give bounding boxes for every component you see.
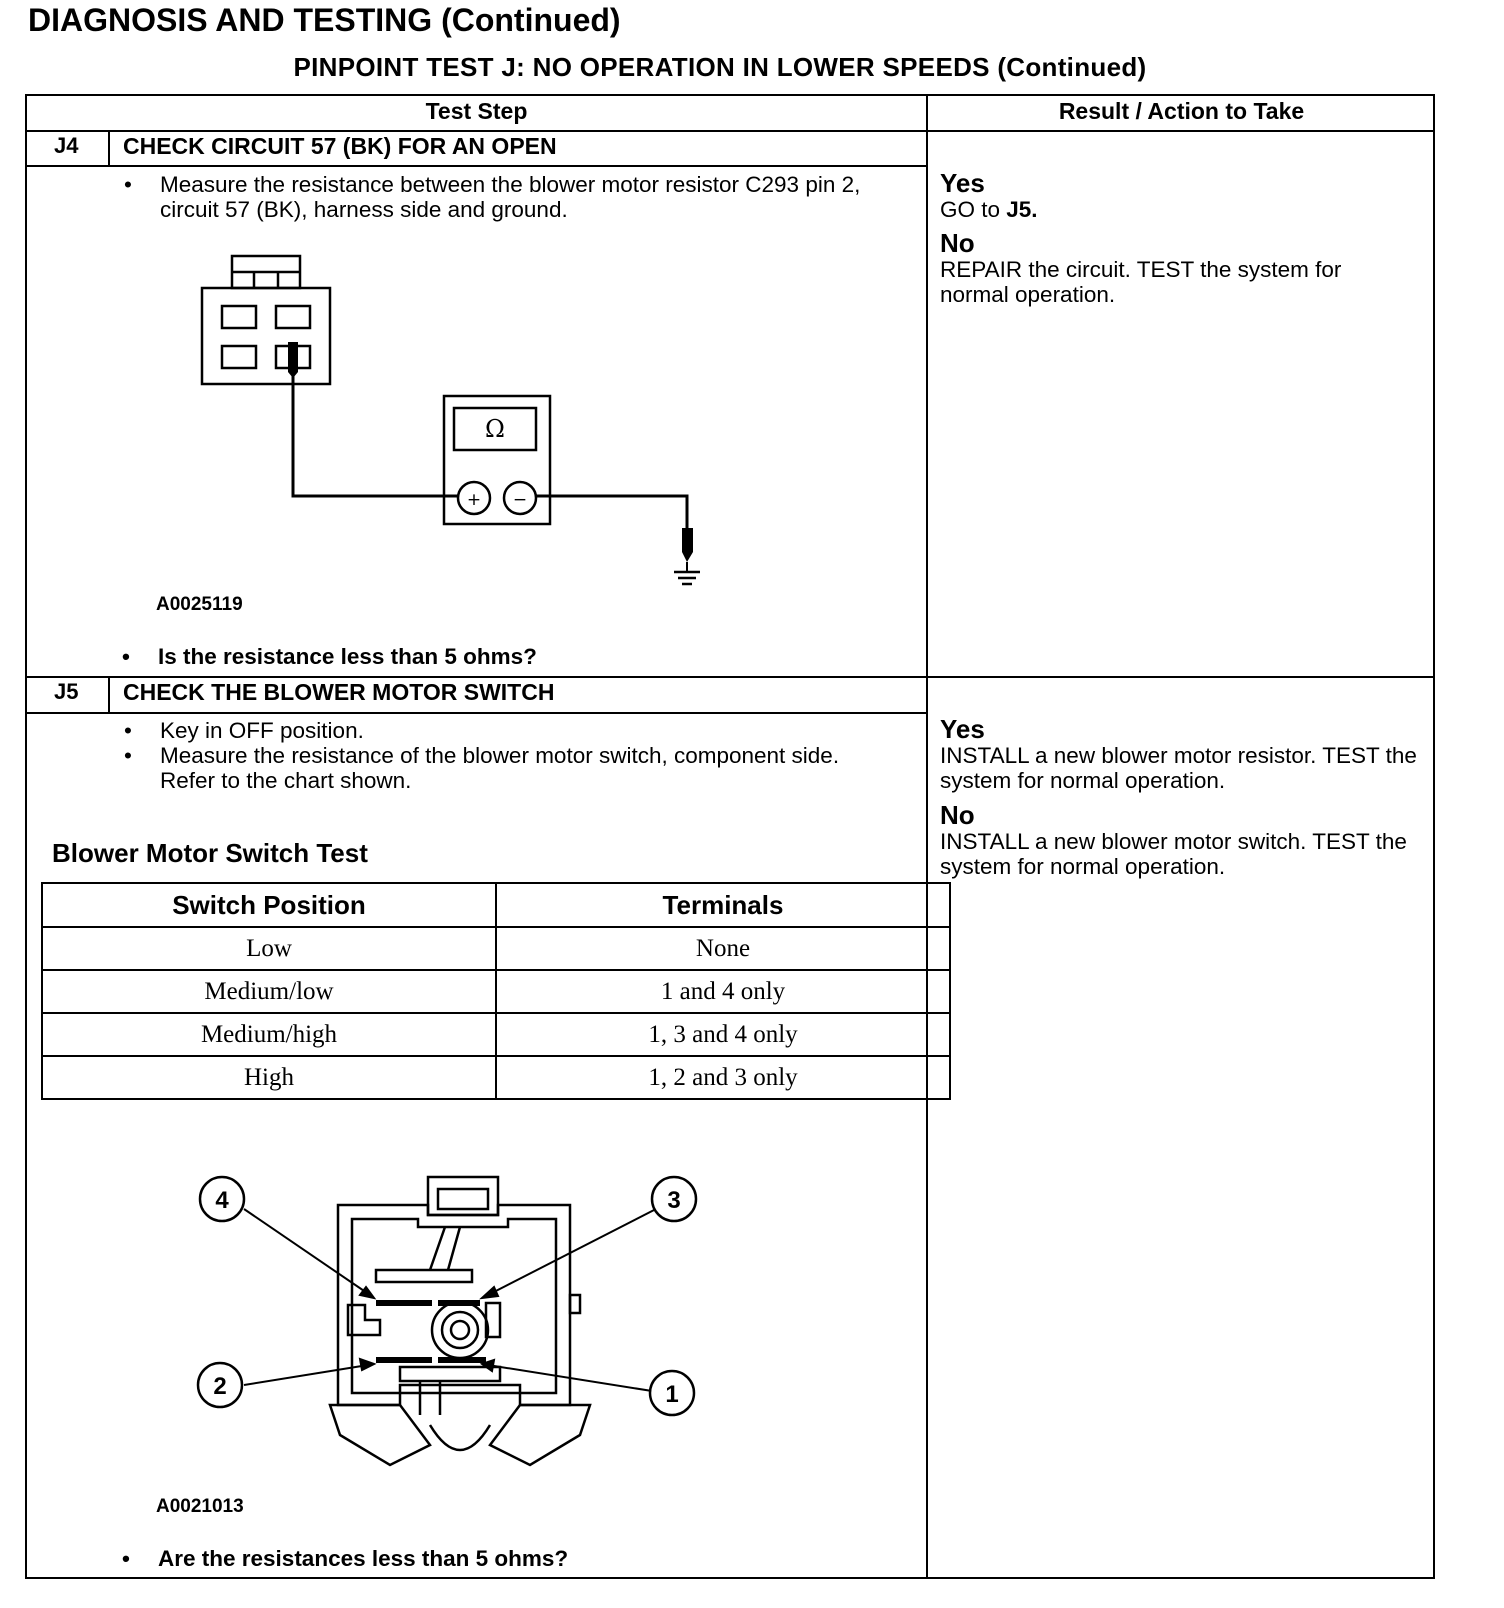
table-row — [42, 970, 950, 1013]
j5-title-divider — [25, 712, 926, 714]
page-title: DIAGNOSIS AND TESTING (Continued) — [28, 2, 621, 38]
header-divider — [25, 130, 1435, 132]
blower-switch-terminal-diagram — [190, 1175, 730, 1475]
instruction-bullet: • Measure the resistance between the blower motor resistor C293 pin 2, circuit 57 (BK), harness side and ground. — [124, 172, 861, 222]
table-header-row — [42, 883, 950, 927]
table-row — [42, 927, 950, 970]
meter-plus-terminal: + — [466, 490, 482, 510]
pinpoint-test-title: PINPOINT TEST J: NO OPERATION IN LOWER SPEEDS (Continued) — [293, 52, 1147, 82]
test-question: • Is the resistance less than 5 ohms? — [122, 644, 537, 669]
switch-test-table — [41, 882, 951, 1100]
meter-minus-terminal: − — [512, 490, 528, 510]
callout-2: 2 — [213, 1373, 227, 1400]
j4-id-divider — [108, 130, 110, 166]
figure-id: A0021013 — [156, 1496, 244, 1517]
switch-test-table-title: Blower Motor Switch Test — [52, 838, 368, 868]
table-cell: Low — [42, 927, 496, 970]
ohm-symbol: Ω — [485, 415, 505, 443]
table-header: Terminals — [496, 883, 950, 927]
table-cell: Medium/high — [42, 1013, 496, 1056]
step-title: CHECK CIRCUIT 57 (BK) FOR AN OPEN — [123, 133, 557, 159]
column-divider — [926, 94, 928, 1579]
callout-1: 1 — [665, 1381, 679, 1408]
step-id: J4 — [54, 133, 79, 158]
result-yes-label: Yes — [940, 168, 985, 198]
step-id: J5 — [54, 679, 79, 704]
result-no-label: No — [940, 800, 975, 830]
callout-4: 4 — [215, 1187, 229, 1214]
table-cell: 1, 3 and 4 only — [496, 1013, 950, 1056]
step-title: CHECK THE BLOWER MOTOR SWITCH — [123, 679, 555, 705]
table-cell: Medium/low — [42, 970, 496, 1013]
result-no-action: INSTALL a new blower motor switch. TEST the system for normal operation. — [940, 829, 1407, 879]
figure-id: A0025119 — [156, 594, 243, 615]
table-cell: High — [42, 1056, 496, 1099]
column-header-test-step: Test Step — [425, 98, 528, 124]
table-header: Switch Position — [42, 883, 496, 927]
table-cell: 1 and 4 only — [496, 970, 950, 1013]
result-yes-action: INSTALL a new blower motor resistor. TEST the system for normal operation. — [940, 743, 1417, 793]
j5-id-divider — [108, 676, 110, 713]
table-cell: 1, 2 and 3 only — [496, 1056, 950, 1099]
step-separator — [25, 676, 1435, 678]
callout-3: 3 — [667, 1187, 681, 1214]
instruction-bullet: • Key in OFF position. — [124, 718, 364, 743]
table-row — [42, 1013, 950, 1056]
result-yes-action: GO to J5. — [940, 197, 1038, 222]
ohmmeter-circuit-diagram — [190, 250, 730, 610]
instruction-bullet: • Measure the resistance of the blower motor switch, component side. Refer to the chart shown. — [124, 743, 840, 793]
result-no-action: REPAIR the circuit. TEST the system for normal operation. — [940, 257, 1342, 307]
j4-title-divider — [25, 165, 926, 167]
table-row — [42, 1056, 950, 1099]
result-yes-label: Yes — [940, 714, 985, 744]
column-header-result: Result / Action to Take — [1058, 98, 1305, 124]
test-question: • Are the resistances less than 5 ohms? — [122, 1546, 569, 1571]
result-no-label: No — [940, 228, 975, 258]
table-cell: None — [496, 927, 950, 970]
